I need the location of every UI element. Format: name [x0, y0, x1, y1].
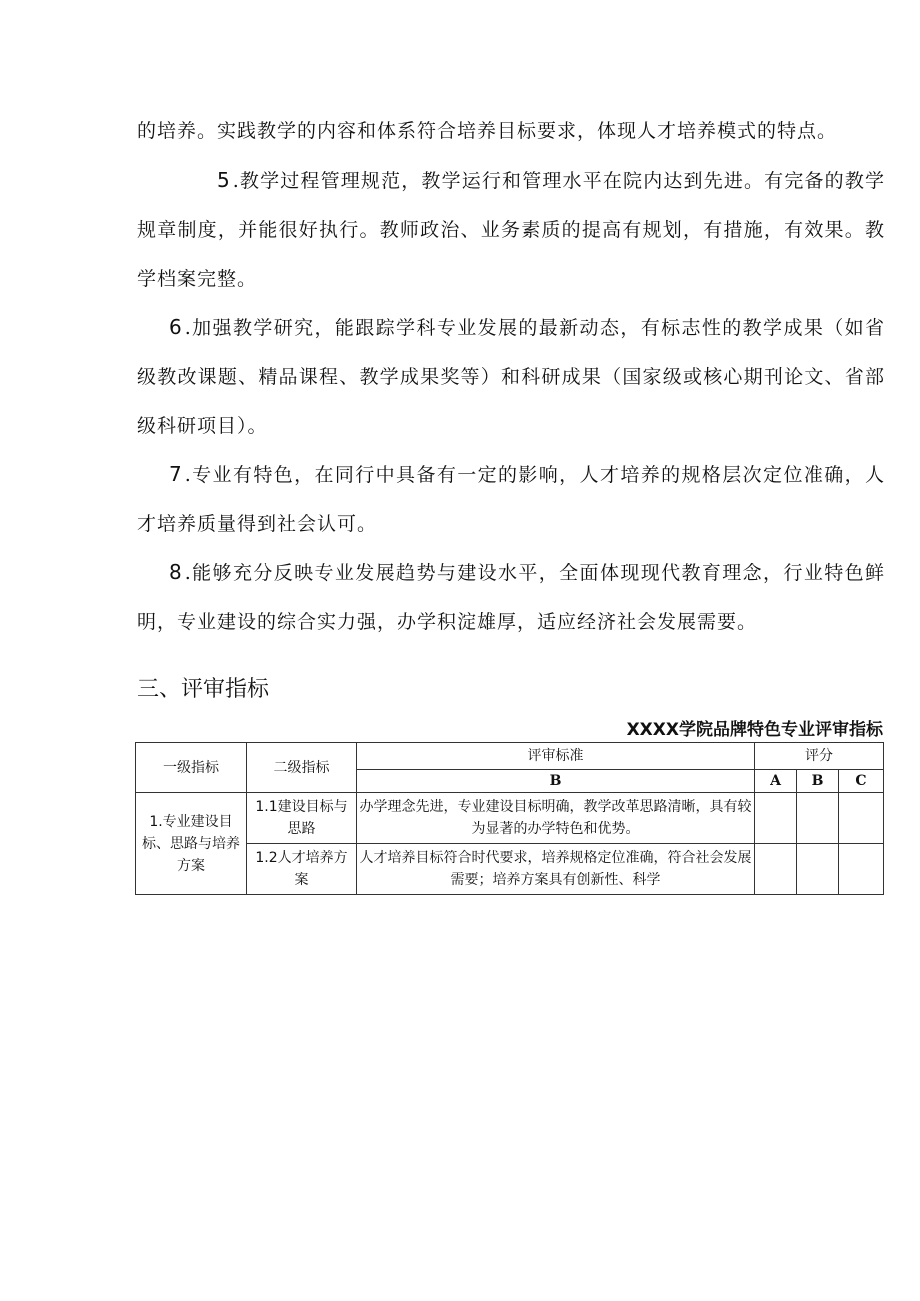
item-5-text: .教学过程管理规范，教学运行和管理水平在院内达到先进。有完备的教学规章制度，并能很好执行。教师政治、业务素质的提高有规划，有措施，有效果。教学档案完整。 [137, 170, 885, 290]
row1-level2: 1.1建设目标与思路 [247, 793, 357, 844]
row2-level2: 1.2人才培养方案 [247, 844, 357, 895]
row2-criteria: 人才培养目标符合时代要求，培养规格定位准确，符合社会发展需要；培养方案具有创新性、科学 [357, 844, 755, 895]
table-row [136, 793, 884, 844]
row1-criteria: 办学理念先进，专业建设目标明确，教学改革思路清晰，具有较为显著的办学特色和优势。 [357, 793, 755, 844]
item-8-text: .能够充分反映专业发展趋势与建设水平，全面体现现代教育理念，行业特色鲜明，专业建设的综合实力强，办学积淀雄厚，适应经济社会发展需要。 [137, 562, 885, 633]
header-score: 评分 [755, 743, 884, 770]
item-7 [137, 450, 885, 549]
row2-score-a [755, 844, 797, 895]
table-row [136, 844, 884, 895]
item-5 [137, 156, 885, 304]
item-8-number: 8 [169, 560, 183, 584]
row1-score-c [839, 793, 884, 844]
row2-score-c [839, 844, 884, 895]
row1-score-a [755, 793, 797, 844]
header-score-a: A [755, 770, 797, 793]
item-5-number: 5 [217, 168, 231, 192]
header-criteria-sub: B [357, 770, 755, 793]
header-level1: 一级指标 [136, 743, 247, 793]
item-6-number: 6 [169, 315, 183, 339]
criteria-table [135, 742, 884, 895]
header-score-b: B [797, 770, 839, 793]
table-title: XXXX学院品牌特色专业评审指标 [626, 720, 883, 740]
item-7-text: .专业有特色，在同行中具备有一定的影响，人才培养的规格层次定位准确，人才培养质量得到社会认可。 [137, 464, 885, 535]
paragraph-intro: 的培养。实践教学的内容和体系符合培养目标要求，体现人才培养模式的特点。 [137, 120, 838, 142]
row1-score-b [797, 793, 839, 844]
item-6 [137, 303, 885, 451]
table-header-row [136, 743, 884, 770]
section-heading: 三、评审指标 [137, 677, 270, 702]
row2-score-b [797, 844, 839, 895]
header-score-c: C [839, 770, 884, 793]
item-8 [137, 548, 885, 647]
item-6-text: .加强教学研究，能跟踪学科专业发展的最新动态，有标志性的教学成果（如省级教改课题、精品课程、教学成果奖等）和科研成果（国家级或核心期刊论文、省部级科研项目）。 [137, 317, 885, 437]
item-7-number: 7 [169, 462, 183, 486]
header-level2: 二级指标 [247, 743, 357, 793]
header-criteria: 评审标准 [357, 743, 755, 770]
group1-label: 1.专业建设目标、思路与培养方案 [136, 793, 247, 895]
